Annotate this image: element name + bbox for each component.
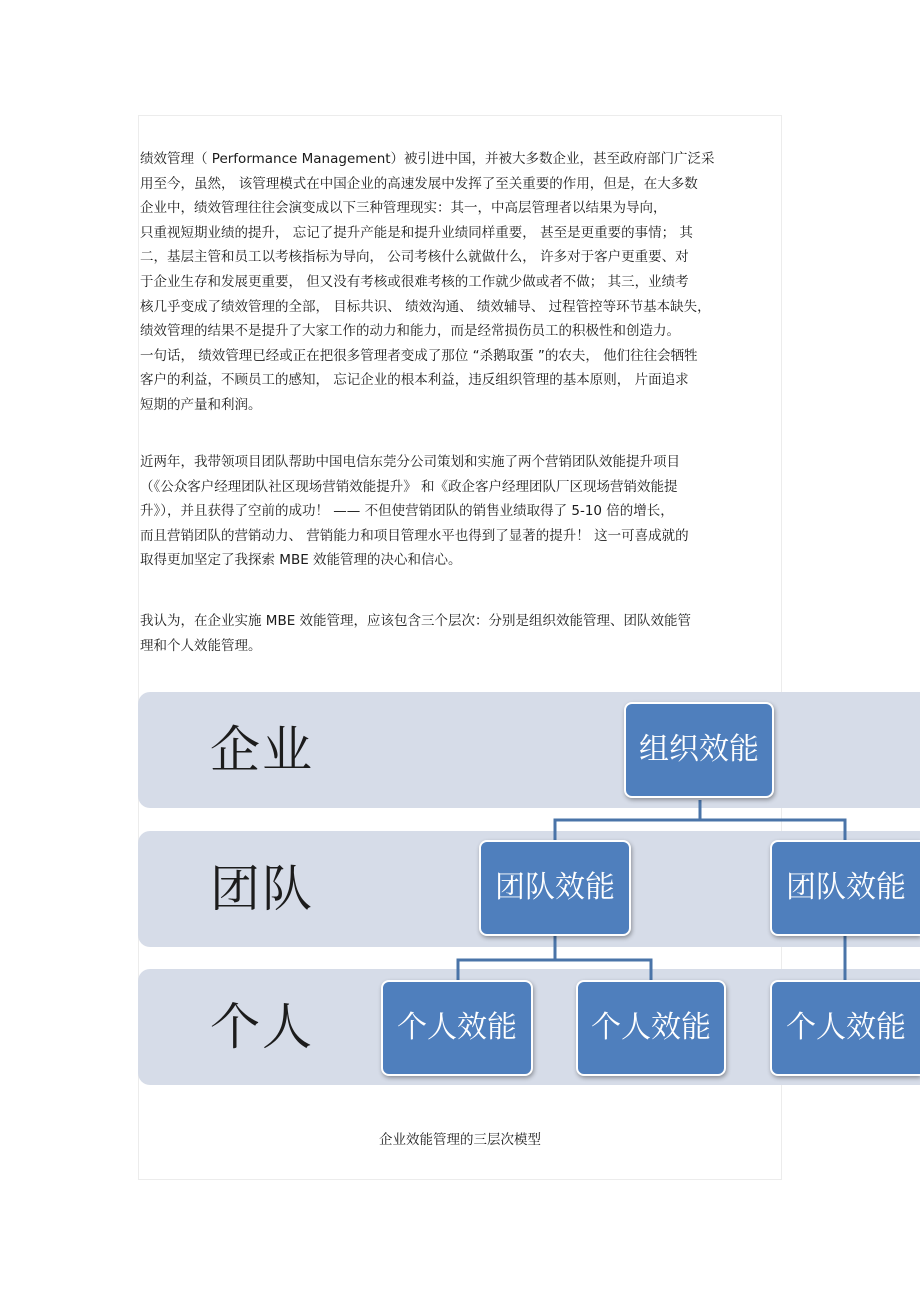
text-line: 于企业生存和发展更重要， 但又没有考核或很难考核的工作就少做或者不做； 其三，业绩考 — [140, 273, 689, 290]
text-line: （《公众客户经理团队社区现场营销效能提升》 和《政企客户经理团队厂区现场营销效能提 — [140, 478, 678, 495]
paragraph-2 — [140, 450, 780, 573]
text-line: 一句话， 绩效管理已经或正在把很多管理者变成了那位 “杀鹅取蛋 ”的农夫， 他们往往会牺牲 — [140, 347, 698, 364]
org-efficiency-node: 组织效能 — [624, 702, 774, 798]
text-line: 绩效管理的结果不是提升了大家工作的动力和能力，而是经常损伤员工的积极性和创造力。 — [140, 323, 680, 340]
enterprise-level-label: 企业 — [210, 721, 314, 779]
text-line: 绩效管理（ Performance Management）被引进中国，并被大多数企业，甚至政府部门广泛采 — [140, 151, 715, 167]
text-line: 升》），并且获得了空前的成功！ —— 不但使营销团队的销售业绩取得了 5-10 倍的增长， — [140, 503, 674, 520]
individual-level-label: 个人 — [210, 998, 314, 1056]
text-line: 二，基层主管和员工以考核指标为导向， 公司考核什么就做什么， 许多对于客户更重要、对 — [140, 249, 689, 266]
paragraph-3 — [140, 609, 780, 658]
text-line: 近两年，我带领项目团队帮助中国电信东莞分公司策划和实施了两个营销团队效能提升项目 — [140, 454, 680, 470]
individual-efficiency-node: 个人效能 — [381, 980, 533, 1076]
team-efficiency-node: 团队效能 — [479, 840, 631, 936]
org-to-teams-connector — [555, 800, 845, 840]
text-line: 而且营销团队的营销动力、 营销能力和项目管理水平也得到了显著的提升！ 这一可喜成就的 — [140, 527, 689, 544]
paragraph-1 — [140, 147, 780, 418]
text-line: 企业中，绩效管理往往会演变成以下三种管理现实：其一，中高层管理者以结果为导向， — [140, 200, 667, 217]
team-to-individuals-connector — [458, 936, 651, 980]
text-line: 取得更加坚定了我探索 MBE 效能管理的决心和信心。 — [140, 552, 462, 569]
text-line: 我认为，在企业实施 MBE 效能管理，应该包含三个层次：分别是组织效能管理、团队效能管 — [140, 613, 692, 629]
text-line: 客户的利益，不顾员工的感知， 忘记企业的根本利益，违反组织管理的基本原则， 片面追求 — [140, 372, 689, 389]
individual-efficiency-node: 个人效能 — [770, 980, 920, 1076]
figure-caption: 企业效能管理的三层次模型 — [379, 1132, 541, 1148]
text-line: 用至今，虽然， 该管理模式在中国企业的高速发展中发挥了至关重要的作用，但是，在大多数 — [140, 175, 698, 192]
team-efficiency-node: 团队效能 — [770, 840, 920, 936]
team-level-label: 团队 — [210, 860, 314, 918]
text-line: 核几乎变成了绩效管理的全部， 目标共识、 绩效沟通、 绩效辅导、 过程管控等环节基本缺失， — [140, 298, 711, 315]
individual-efficiency-node: 个人效能 — [576, 980, 726, 1076]
three-level-diagram — [138, 690, 920, 1088]
text-line: 理和个人效能管理。 — [140, 637, 262, 654]
text-line: 只重视短期业绩的提升， 忘记了提升产能是和提升业绩同样重要， 甚至是更重要的事情； 其 — [140, 224, 693, 241]
text-line: 短期的产量和利润。 — [140, 396, 262, 413]
